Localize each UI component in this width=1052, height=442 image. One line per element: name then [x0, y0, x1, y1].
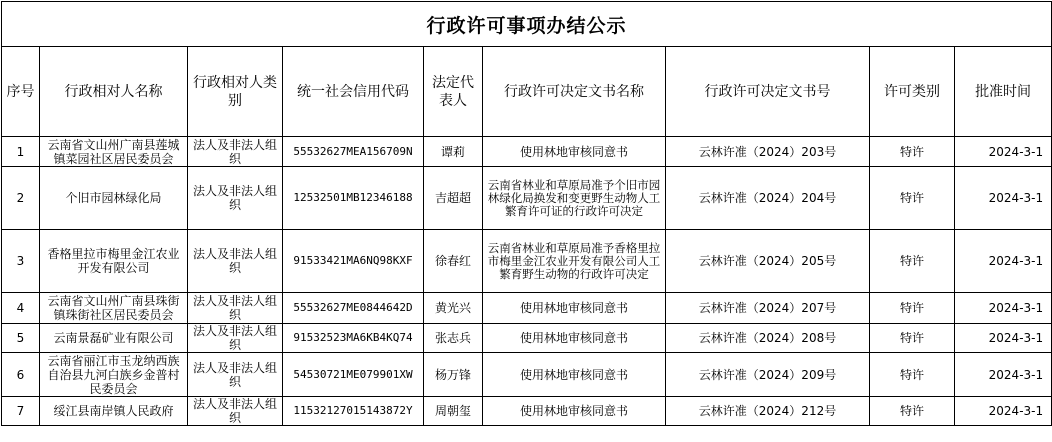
table-title: 行政许可事项办结公示: [2, 2, 1052, 47]
table-row: [2, 230, 1052, 293]
cell-legal-rep: 谭莉: [424, 137, 483, 167]
cell-party-type: 法人及非法人组织: [188, 137, 283, 167]
cell-doc-name: 使用林地审核同意书: [483, 353, 666, 397]
cell-doc-no: 云林许准（2024）212号: [666, 397, 870, 426]
cell-legal-rep: 周朝玺: [424, 397, 483, 426]
cell-seq: 4: [2, 293, 40, 324]
header-legal-rep: 法定代表人: [424, 47, 483, 137]
cell-credit-code: 54530721ME079901XW: [283, 353, 424, 397]
cell-party-name: 香格里拉市梅里金江农业开发有限公司: [40, 230, 188, 293]
cell-legal-rep: 吉超超: [424, 167, 483, 230]
cell-date: 2024-3-1: [955, 230, 1052, 293]
cell-doc-name: 使用林地审核同意书: [483, 137, 666, 167]
cell-category: 特许: [870, 324, 955, 353]
cell-category: 特许: [870, 167, 955, 230]
table-row: [2, 324, 1052, 353]
cell-party-type: 法人及非法人组织: [188, 353, 283, 397]
cell-seq: 6: [2, 353, 40, 397]
cell-credit-code: 91532523MA6KB4KQ74: [283, 324, 424, 353]
header-party-name: 行政相对人名称: [40, 47, 188, 137]
cell-party-name: 云南省丽江市玉龙纳西族自治县九河白族乡金普村民委员会: [40, 353, 188, 397]
cell-party-name: 云南景磊矿业有限公司: [40, 324, 188, 353]
cell-party-name: 绥江县南岸镇人民政府: [40, 397, 188, 426]
cell-credit-code: 12532501MB12346188: [283, 167, 424, 230]
cell-legal-rep: 张志兵: [424, 324, 483, 353]
table-row: [2, 167, 1052, 230]
cell-date: 2024-3-1: [955, 293, 1052, 324]
cell-seq: 7: [2, 397, 40, 426]
table-row: [2, 137, 1052, 167]
header-credit-code: 统一社会信用代码: [283, 47, 424, 137]
cell-seq: 5: [2, 324, 40, 353]
cell-seq: 3: [2, 230, 40, 293]
cell-category: 特许: [870, 230, 955, 293]
cell-doc-no: 云林许准（2024）207号: [666, 293, 870, 324]
cell-party-type: 法人及非法人组织: [188, 167, 283, 230]
cell-legal-rep: 杨万锋: [424, 353, 483, 397]
cell-legal-rep: 黄光兴: [424, 293, 483, 324]
cell-credit-code: 91533421MA6NQ98KXF: [283, 230, 424, 293]
header-doc-name: 行政许可决定文书名称: [483, 47, 666, 137]
permit-table: [1, 1, 1052, 426]
cell-doc-name: 使用林地审核同意书: [483, 293, 666, 324]
cell-party-name: 云南省文山州广南县珠街镇珠街社区居民委员会: [40, 293, 188, 324]
header-party-type: 行政相对人类别: [188, 47, 283, 137]
cell-legal-rep: 徐春红: [424, 230, 483, 293]
cell-party-name: 个旧市园林绿化局: [40, 167, 188, 230]
cell-doc-no: 云林许准（2024）204号: [666, 167, 870, 230]
header-row: [2, 47, 1052, 137]
cell-date: 2024-3-1: [955, 167, 1052, 230]
cell-date: 2024-3-1: [955, 397, 1052, 426]
header-date: 批准时间: [955, 47, 1052, 137]
cell-seq: 1: [2, 137, 40, 167]
cell-category: 特许: [870, 137, 955, 167]
cell-category: 特许: [870, 397, 955, 426]
cell-date: 2024-3-1: [955, 353, 1052, 397]
header-category: 许可类别: [870, 47, 955, 137]
table-row: [2, 353, 1052, 397]
cell-doc-no: 云林许准（2024）208号: [666, 324, 870, 353]
header-doc-no: 行政许可决定文书号: [666, 47, 870, 137]
cell-party-type: 法人及非法人组织: [188, 230, 283, 293]
cell-credit-code: 11532127015143872Y: [283, 397, 424, 426]
cell-doc-name: 使用林地审核同意书: [483, 397, 666, 426]
cell-party-name: 云南省文山州广南县莲城镇菜园社区居民委员会: [40, 137, 188, 167]
cell-party-type: 法人及非法人组织: [188, 324, 283, 353]
cell-category: 特许: [870, 293, 955, 324]
cell-credit-code: 55532627MEA156709N: [283, 137, 424, 167]
cell-doc-no: 云林许准（2024）203号: [666, 137, 870, 167]
cell-doc-no: 云林许准（2024）205号: [666, 230, 870, 293]
table-row: [2, 397, 1052, 426]
cell-doc-name: 使用林地审核同意书: [483, 324, 666, 353]
cell-credit-code: 55532627ME0844642D: [283, 293, 424, 324]
cell-doc-no: 云林许准（2024）209号: [666, 353, 870, 397]
cell-doc-name: 云南省林业和草原局准予香格里拉市梅里金江农业开发有限公司人工繁育野生动物的行政许可决定: [483, 230, 666, 293]
cell-category: 特许: [870, 353, 955, 397]
cell-party-type: 法人及非法人组织: [188, 293, 283, 324]
cell-date: 2024-3-1: [955, 324, 1052, 353]
table-row: [2, 293, 1052, 324]
header-seq: 序号: [2, 47, 40, 137]
cell-doc-name: 云南省林业和草原局准予个旧市园林绿化局换发和变更野生动物人工繁育许可证的行政许可决定: [483, 167, 666, 230]
cell-seq: 2: [2, 167, 40, 230]
cell-party-type: 法人及非法人组织: [188, 397, 283, 426]
cell-date: 2024-3-1: [955, 137, 1052, 167]
